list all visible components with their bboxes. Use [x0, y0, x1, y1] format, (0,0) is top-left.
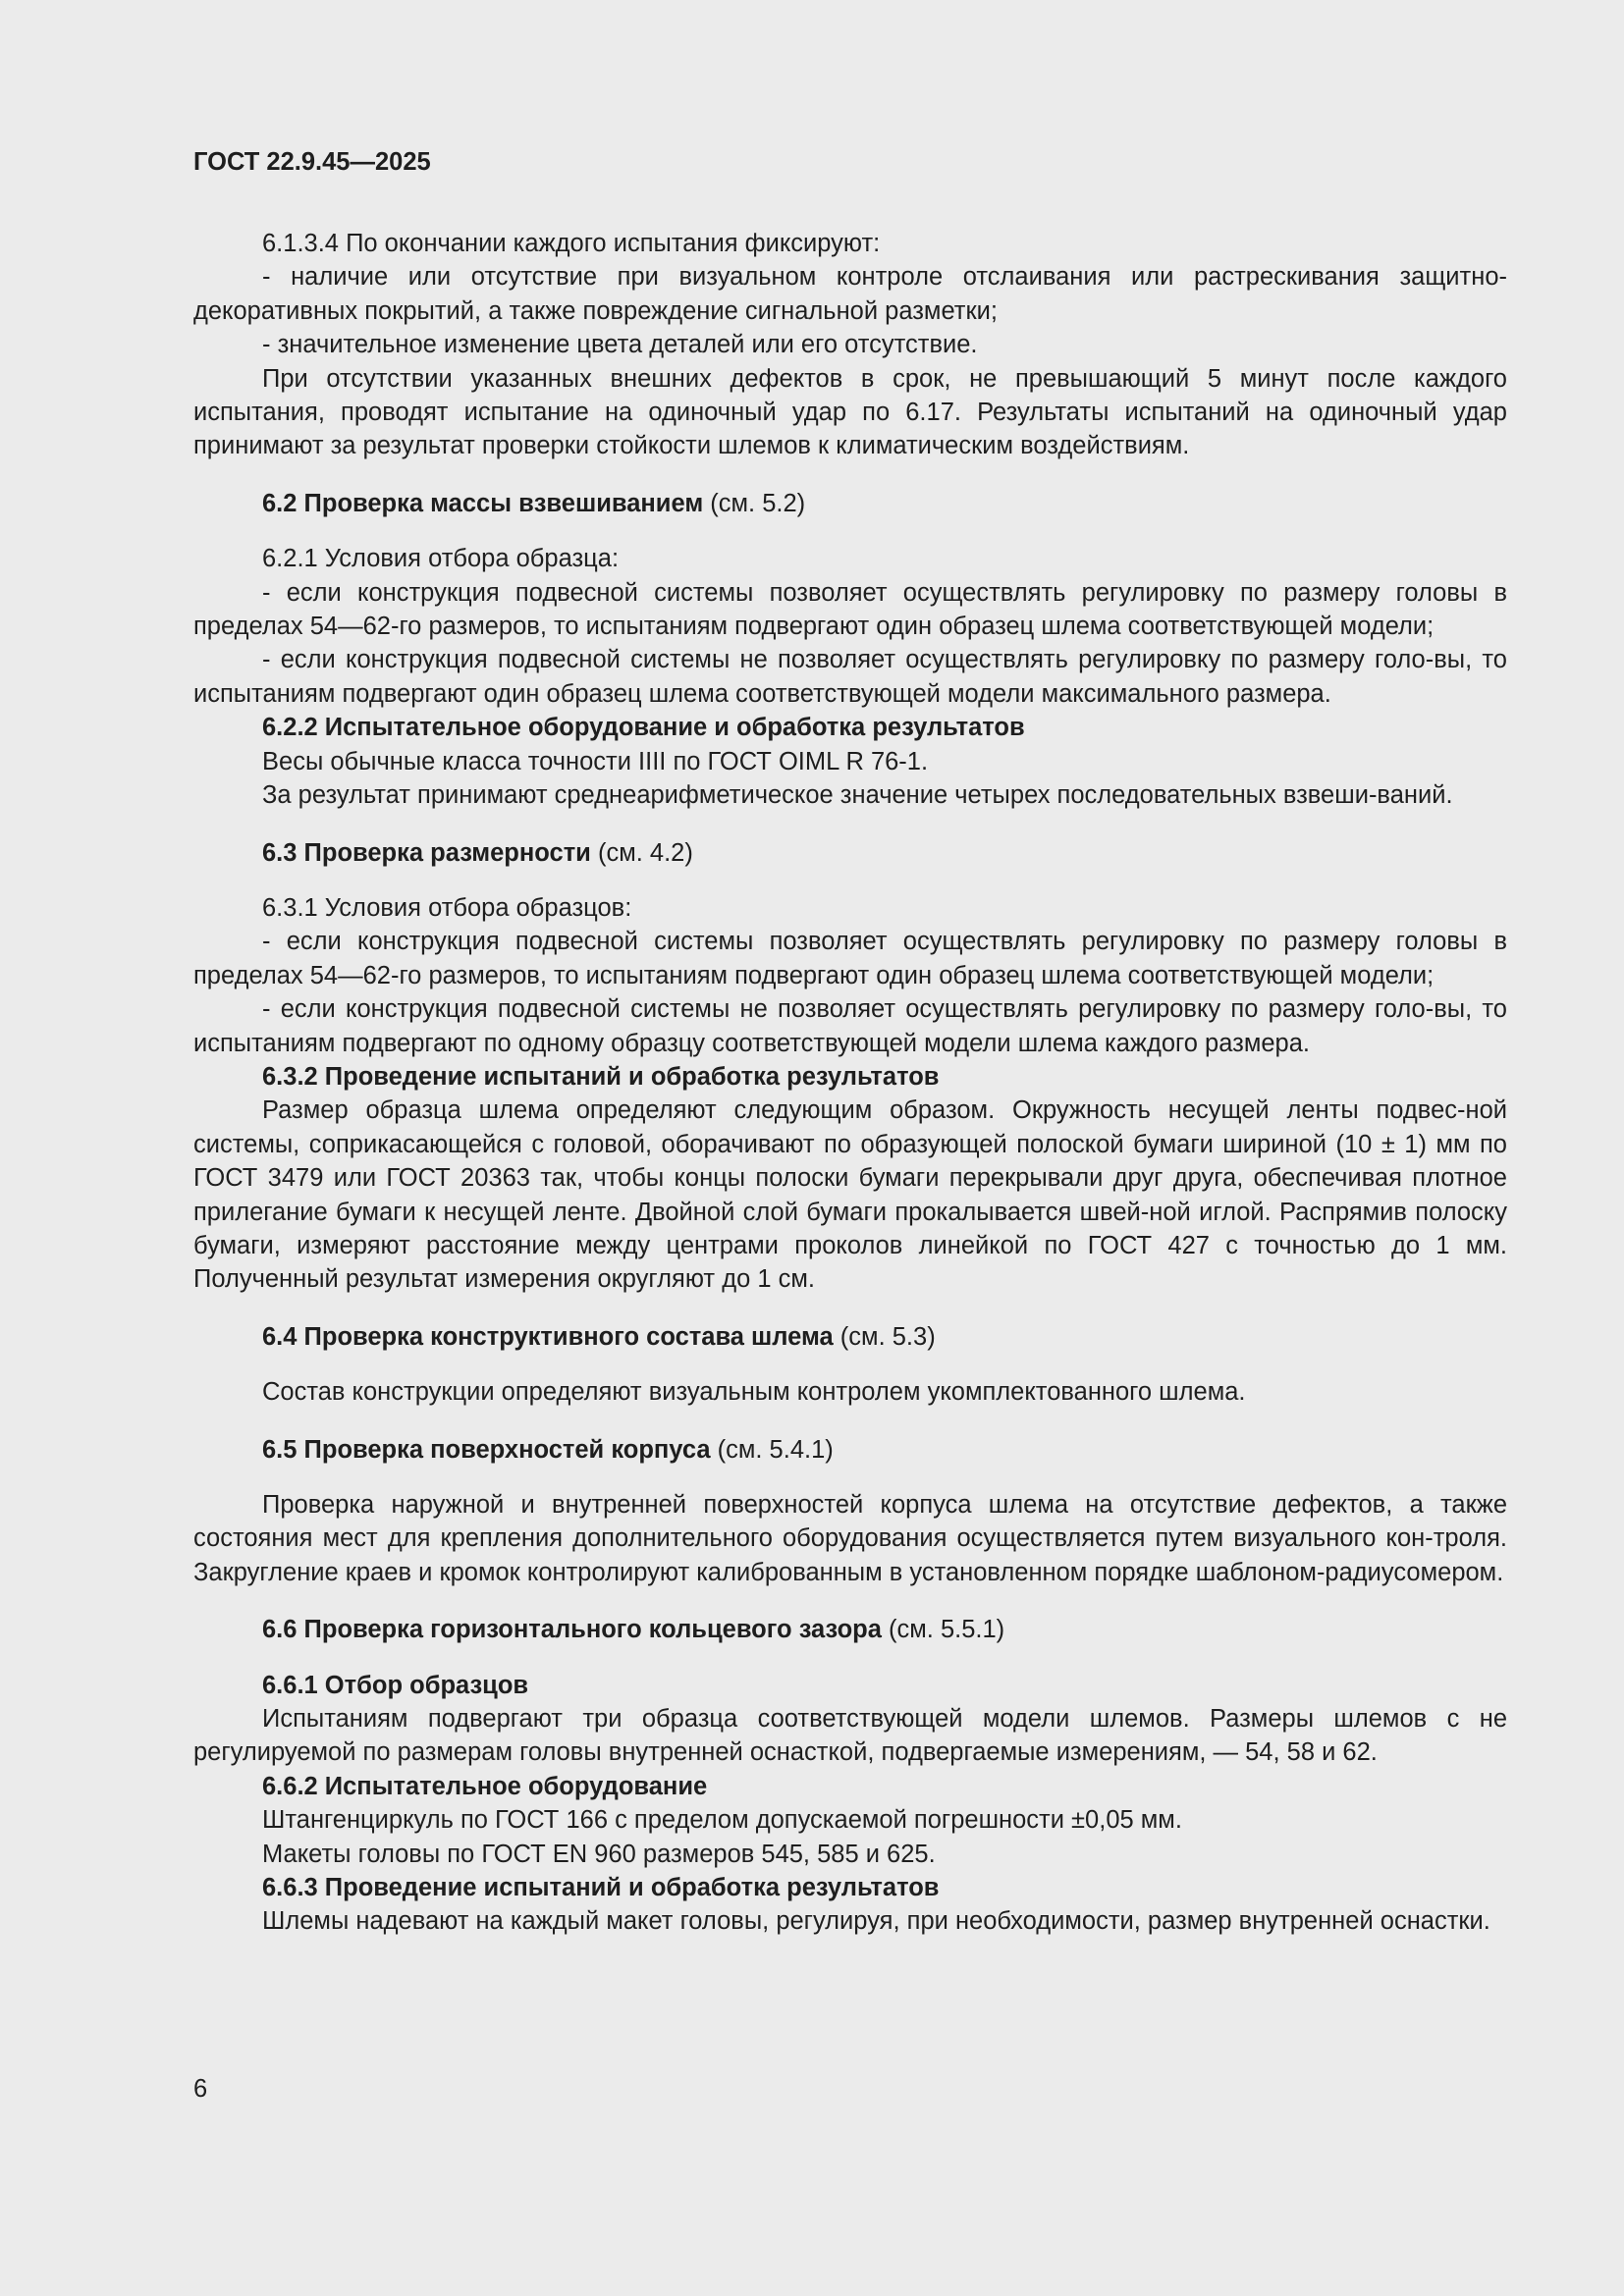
list-item: - если конструкция подвесной системы позволяет осуществлять регулировку по размеру головы в пределах 54—62-го размеров, то испытаниям подвергают один образец шлема соответствующей модели; [193, 928, 1507, 989]
section-heading-6-5 [193, 1433, 1507, 1467]
paragraph: При отсутствии указанных внешних дефектов в срок, не превышающий 5 минут после каждого испытания, проводят испытание на одиночный удар по 6.17. Результаты испытаний на одиночный удар принимают за результат проверки стойкости шлемов к климатическим воздействиям. [193, 364, 1507, 460]
list-item: - если конструкция подвесной системы позволяет осуществлять регулировку по размеру головы в пределах 54—62-го размеров, то испытаниям подвергают один образец шлема соответствующей модели; [193, 578, 1507, 641]
list-item: - если конструкция подвесной системы не позволяет осуществлять регулировку по размеру голо-вы, то испытаниям подвергают один образец шлема соответствующей модели максимального размера. [193, 646, 1507, 708]
page-number: 6 [193, 2075, 208, 2103]
list-item: - значительное изменение цвета деталей или его отсутствие. [262, 331, 978, 359]
subsection-title: 6.3.2 Проведение испытаний и обработка результатов [262, 1062, 940, 1091]
section-heading-6-6 [193, 1613, 1507, 1646]
section-title: 6.4 Проверка конструктивного состава шлема [262, 1322, 834, 1351]
subsection-title: 6.6.3 Проведение испытаний и обработка результатов [262, 1874, 940, 1902]
paragraph: Шлемы надевают на каждый макет головы, регулируя, при необходимости, размер внутренней оснастки. [262, 1907, 1490, 1936]
subsection-title: 6.6.1 Отбор образцов [262, 1671, 529, 1699]
document-page [193, 145, 1507, 1939]
paragraph: Проверка наружной и внутренней поверхностей корпуса шлема на отсутствие дефектов, а также состояния мест для крепления дополнительного оборудования осуществляется путем визуального кон-троля. Закругление краев и кромок контролируют калиброванным в установленном порядке шаблоном-радиусомером. [193, 1491, 1507, 1586]
subsection-heading-6-3-2 [193, 1060, 1507, 1094]
section-title: 6.5 Проверка поверхностей корпуса [262, 1435, 711, 1464]
paragraph: Весы обычные класса точности IIII по ГОСТ OIML R 76-1. [262, 747, 929, 775]
document-header: ГОСТ 22.9.45—2025 [193, 148, 431, 176]
paragraph-6-2-1: 6.2.1 Условия отбора образца: [262, 545, 620, 573]
paragraph: Испытаниям подвергают три образца соответствующей модели шлемов. Размеры шлемов с не регулируемой по размерам головы внутренней оснасткой, подвергаемые измерениям, — 54, 58 и 62. [193, 1705, 1507, 1767]
section-heading-6-3 [193, 836, 1507, 870]
section-title: 6.6 Проверка горизонтального кольцевого зазора [262, 1616, 882, 1644]
section-heading-6-4 [193, 1320, 1507, 1354]
section-reference: (см. 4.2) [590, 838, 693, 867]
section-reference: (см. 5.2) [703, 489, 806, 517]
list-item: - наличие или отсутствие при визуальном контроле отслаивания или растрескивания защитно-декоративных покрытий, а также повреждение сигнальной разметки; [193, 263, 1507, 325]
section-reference: (см. 5.4.1) [710, 1435, 834, 1464]
paragraph: Размер образца шлема определяют следующим образом. Окружность несущей ленты подвес-ной системы, соприкасающейся с головой, оборачивают по образующей полоской бумаги шириной (10 ± 1) мм по ГОСТ 3479 или ГОСТ 20363 так, чтобы концы полоски бумаги перекрывали друг друга, обеспечивая плотное прилегание бумаги к несущей ленте. Двойной слой бумаги прокалывается швей-ной иглой. Распрямив полоску бумаги, измеряют расстояние между центрами проколов линейкой по ГОСТ 427 с точностью до 1 мм. Полученный результат измерения округляют до 1 см. [193, 1096, 1507, 1294]
list-item: - если конструкция подвесной системы не позволяет осуществлять регулировку по размеру голо-вы, то испытаниям подвергают по одному образцу соответствующей модели шлема каждого размера. [193, 995, 1507, 1057]
subsection-title: 6.6.2 Испытательное оборудование [262, 1772, 708, 1800]
subsection-heading-6-6-3 [193, 1871, 1507, 1904]
section-heading-6-2 [193, 487, 1507, 520]
paragraph-6-3-1: 6.3.1 Условия отбора образцов: [262, 893, 632, 922]
section-reference: (см. 5.3) [833, 1322, 936, 1351]
paragraph: Макеты головы по ГОСТ EN 960 размеров 545, 585 и 625. [262, 1840, 936, 1868]
paragraph: За результат принимают среднеарифметическое значение четырех последовательных взвеши-ваний. [262, 781, 1453, 810]
section-reference: (см. 5.5.1) [881, 1616, 1005, 1644]
section-title: 6.2 Проверка массы взвешиванием [262, 489, 704, 517]
subsection-heading-6-2-2 [193, 711, 1507, 744]
section-title: 6.3 Проверка размерности [262, 838, 591, 867]
subsection-title: 6.2.2 Испытательное оборудование и обработка результатов [262, 714, 1025, 742]
paragraph: Штангенциркуль по ГОСТ 166 с пределом допускаемой погрешности ±0,05 мм. [262, 1806, 1182, 1835]
subsection-heading-6-6-2 [193, 1770, 1507, 1803]
subsection-heading-6-6-1 [193, 1669, 1507, 1702]
paragraph: Состав конструкции определяют визуальным контролем укомплектованного шлема. [262, 1378, 1246, 1407]
paragraph-6-1-3-4: 6.1.3.4 По окончании каждого испытания фиксируют: [262, 230, 881, 257]
